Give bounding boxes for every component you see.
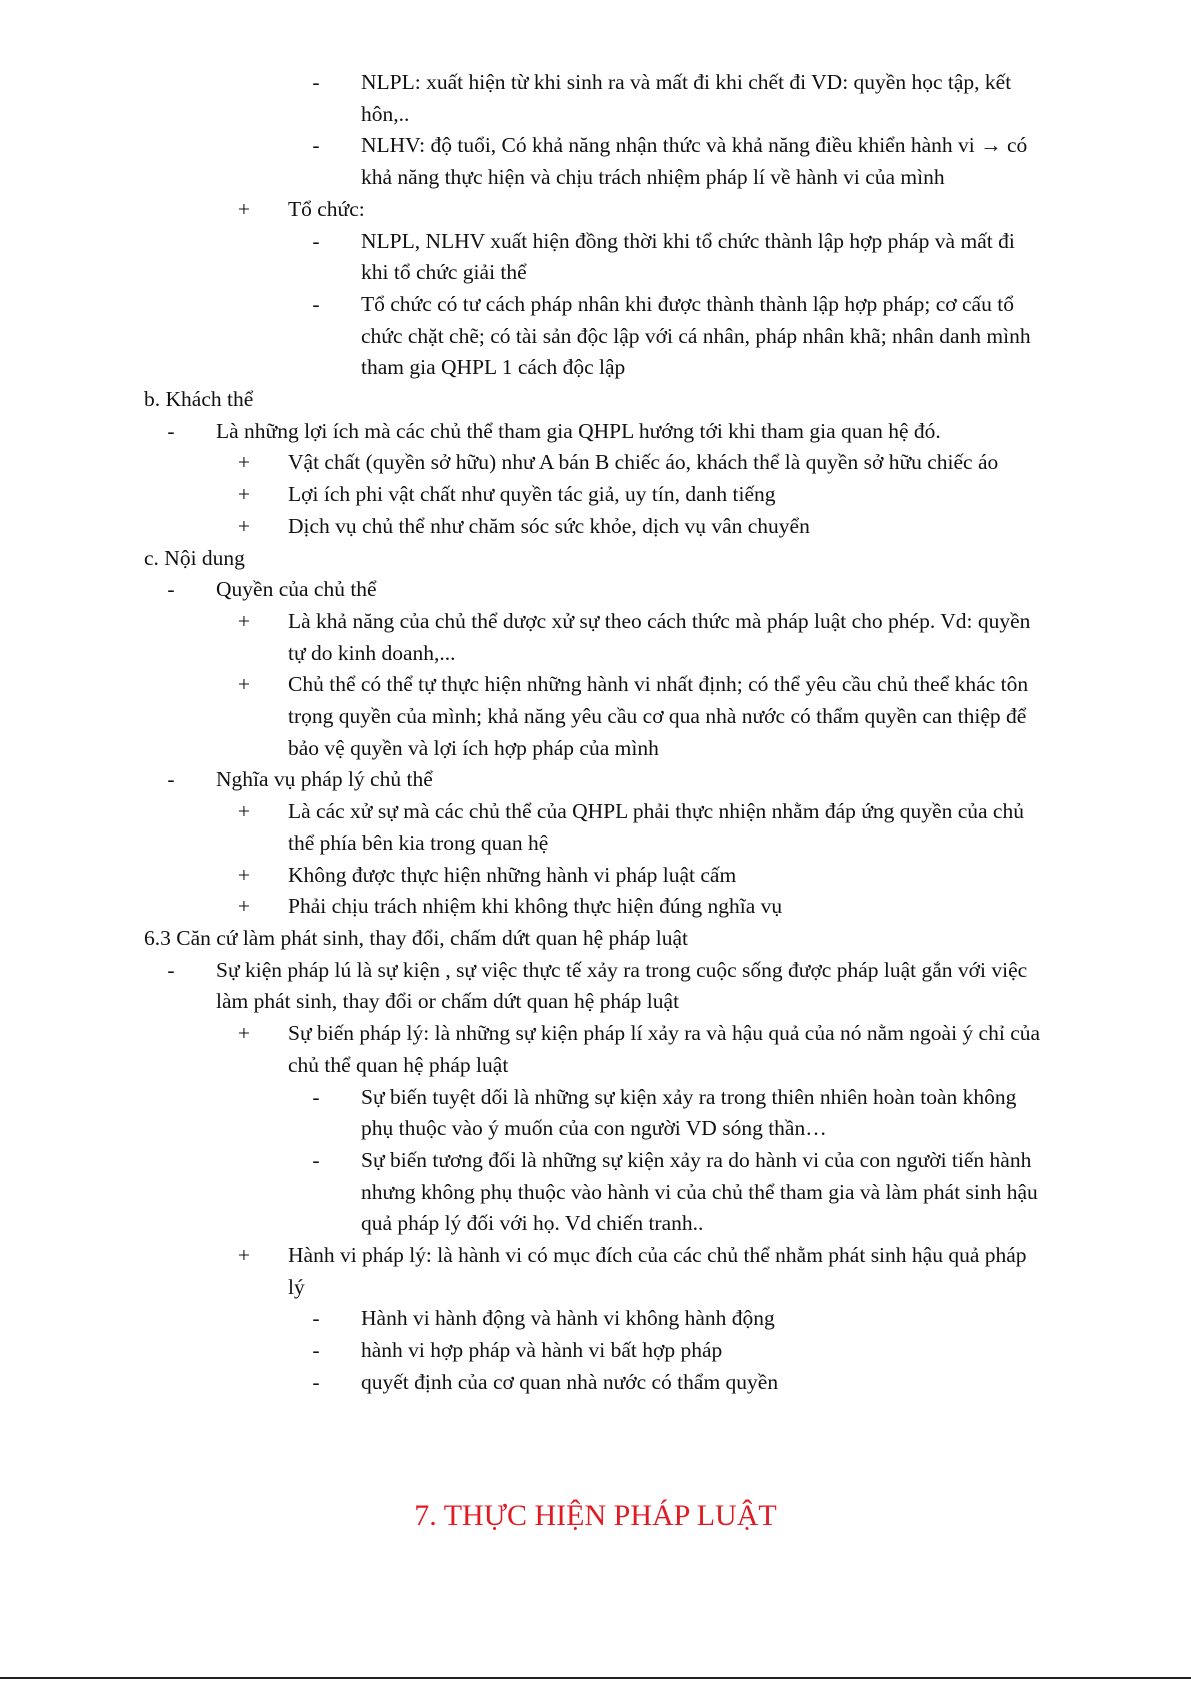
list-item-text: Quyền của chủ thể [216,577,377,602]
list-item-text: NLPL, NLHV xuất hiện đồng thời khi tổ chức thành lập hợp pháp và mất đi khi tổ chức giải thể [361,228,1015,285]
list-item-text: Chủ thể có thể tự thực hiện những hành vi nhất định; có thể yêu cầu chủ theể khác tôn trọng quyền của mình; khả năng yêu cầu cơ qua nhà nước có thẩm quyền can thiệp để bảo vệ quyền và lợi ích hợp pháp của mình [288,672,1029,760]
list-item [0,860,1191,892]
list-item [0,289,1191,384]
dash-bullet: - [167,957,175,982]
list-item-text: Là những lợi ích mà các chủ thể tham gia QHPL hướng tới khi tham gia quan hệ đó. [216,418,941,443]
list-item [0,511,1191,543]
list-item-text: Lợi ích phi vật chất như quyền tác giả, uy tín, danh tiếng [288,482,776,507]
list-item-text: NLHV: độ tuổi, Có khả năng nhận thức và khả năng điều khiển hành vi → có khả năng thực hiện và chịu trách nhiệm pháp lí về hành vi của mình [361,133,1028,190]
list-item [0,955,1191,1018]
dash-bullet: - [312,291,320,316]
list-item [0,891,1191,923]
list-item [0,606,1191,669]
list-item [0,1018,1191,1081]
dash-bullet: - [312,1306,320,1331]
list-item [0,1240,1191,1303]
dash-bullet: - [312,70,320,94]
plus-bullet: + [237,894,251,919]
list-item [0,1367,1191,1399]
dash-bullet: - [312,1147,320,1172]
plus-bullet: + [237,608,251,633]
list-item [0,416,1191,448]
dash-bullet: - [167,577,175,602]
section-heading: 7. THỰC HIỆN PHÁP LUẬT [414,1499,777,1532]
list-item [0,226,1191,289]
dash-bullet: - [312,228,320,253]
dash-bullet: - [312,1084,320,1109]
list-item-text: Không được thực hiện những hành vi pháp luật cấm [288,862,737,887]
plus-bullet: + [237,1243,251,1268]
list-item-text: Sự biến tuyệt dối là những sự kiện xảy ra trong thiên nhiên hoàn toàn không phụ thuộc vào ý muốn của con người VD sóng thần… [361,1084,1017,1141]
list-item-text: Hành vi hành động và hành vi không hành động [361,1306,775,1331]
list-item-text: Vật chất (quyền sở hữu) như A bán B chiếc áo, khách thể là quyền sở hữu chiếc áo [288,450,999,475]
list-item-text: Tổ chức có tư cách pháp nhân khi được thành thành lập hợp pháp; cơ cấu tổ chức chặt chẽ; có tài sản độc lập với cá nhân, pháp nhân khã; nhân danh mình tham gia QHPL 1 cách độc lập [361,291,1031,380]
list-item [0,479,1191,511]
list-item [0,1303,1191,1335]
section-title [0,923,1191,955]
plus-bullet: + [237,672,251,697]
plus-bullet: + [237,862,251,887]
list-item [0,1145,1191,1240]
list-item-text: NLPL: xuất hiện từ khi sinh ra và mất đi khi chết đi VD: quyền học tập, kết hôn,.. [361,70,1012,126]
list-item-text: Hành vi pháp lý: là hành vi có mục đích của các chủ thể nhằm phát sinh hậu quả pháp lý [288,1243,1027,1299]
list-item-text: Phải chịu trách nhiệm khi không thực hiện đúng nghĩa vụ [288,894,783,919]
list-item-text: c. Nội dung [144,545,245,570]
list-item [0,194,1191,226]
dash-bullet: - [312,1369,320,1394]
list-item-text: 6.3 Căn cứ làm phát sinh, thay đổi, chấm dứt quan hệ pháp luật [144,925,688,950]
list-item-text: Sự kiện pháp lú là sự kiện , sự việc thực tế xảy ra trong cuộc sống được pháp luật gắn với việc làm phát sinh, thay đổi or chấm dứt quan hệ pháp luật [216,957,1028,1014]
list-item [0,669,1191,764]
list-item [0,447,1191,479]
list-item [0,130,1191,193]
list-item [0,1335,1191,1367]
dash-bullet: - [312,1338,320,1363]
list-item [0,764,1191,796]
list-item-text: hành vi hợp pháp và hành vi bất hợp pháp [361,1338,723,1363]
plus-bullet: + [237,196,251,221]
plus-bullet: + [237,450,251,475]
plus-bullet: + [237,513,251,538]
list-item-text: Sự biến pháp lý: là những sự kiện pháp lí xảy ra và hậu quả của nó nằm ngoài ý chỉ của chủ thể quan hệ pháp luật [288,1021,1041,1077]
list-item [0,67,1191,130]
dash-bullet: - [167,418,175,443]
list-item-text: Là các xử sự mà các chủ thể của QHPL phải thực nhiện nhằm đáp ứng quyền của chủ thể phía bên kia trong quan hệ [288,799,1024,855]
list-item-text: b. Khách thể [144,387,254,412]
list-item-text: quyết định của cơ quan nhà nước có thẩm quyền [361,1369,779,1394]
section-title [0,384,1191,416]
list-item-text: Nghĩa vụ pháp lý chủ thể [216,767,433,792]
document-body [0,67,1191,1399]
plus-bullet: + [237,799,251,824]
list-item-text: Sự biến tương đối là những sự kiện xảy ra do hành vi của con người tiến hành nhưng không phụ thuộc vào hành vi của chủ thể tham gia và làm phát sinh hậu quả pháp lý đối với họ. Vd chiến tranh.. [361,1147,1038,1236]
plus-bullet: + [237,482,251,507]
list-item-text: Là khả năng của chủ thể dược xử sự theo cách thức mà pháp luật cho phép. Vd: quyền tự do kinh doanh,... [288,608,1031,665]
list-item-text: Tổ chức: [288,196,365,221]
dash-bullet: - [167,767,175,792]
list-item [0,574,1191,606]
page-bottom-rule [0,1677,1191,1679]
plus-bullet: + [237,1021,251,1046]
section-title [0,543,1191,575]
list-item [0,1082,1191,1145]
dash-bullet: - [312,133,320,158]
list-item-text: Dịch vụ chủ thể như chăm sóc sức khỏe, dịch vụ vân chuyển [288,513,810,538]
list-item [0,796,1191,859]
